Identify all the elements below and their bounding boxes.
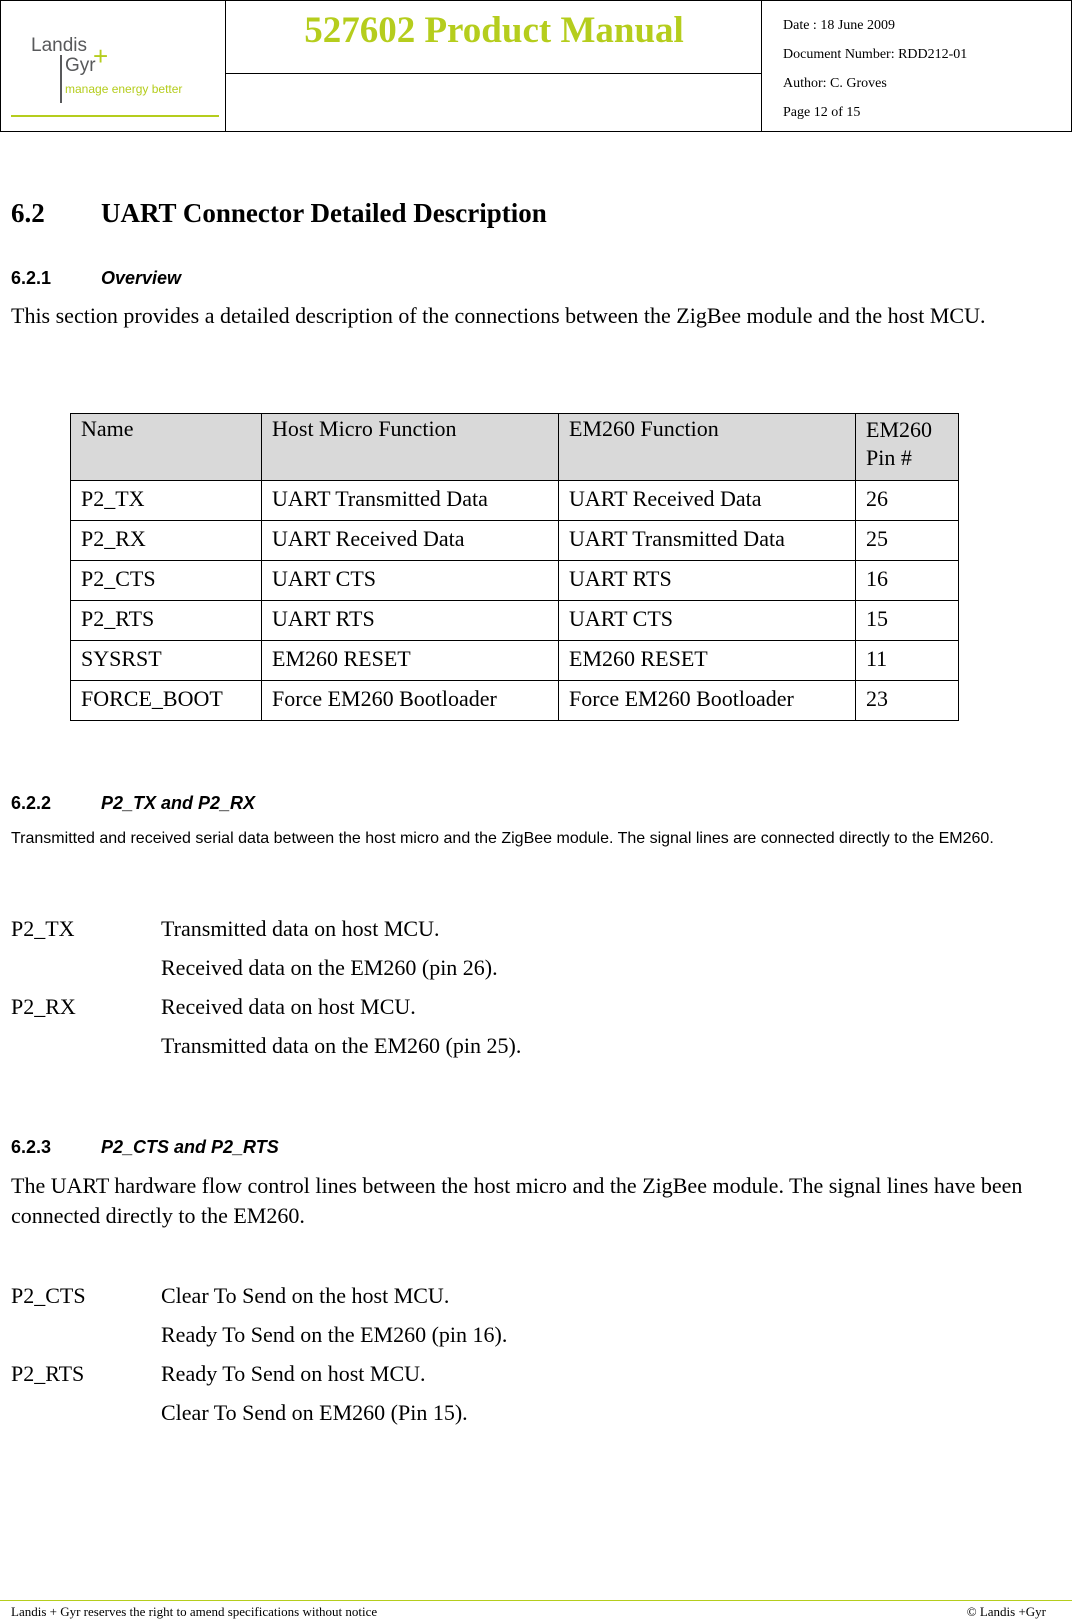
table-row: [71, 561, 959, 601]
table-cell: P2_CTS: [71, 561, 262, 601]
table-cell: 16: [856, 561, 959, 601]
txrx-heading: [11, 793, 255, 814]
company-logo: [9, 11, 219, 117]
table-cell: 26: [856, 481, 959, 521]
table-cell: UART Received Data: [262, 521, 559, 561]
overview-heading: [11, 268, 181, 289]
table-cell: EM260 RESET: [559, 641, 856, 681]
table-header-row: [71, 414, 959, 481]
page-number: Page 12 of 15: [783, 105, 861, 120]
section-number: 6.2: [11, 198, 45, 228]
table-cell: Force EM260 Bootloader: [559, 681, 856, 721]
table-cell: 15: [856, 601, 959, 641]
table-cell: P2_RTS: [71, 601, 262, 641]
definition-row: [11, 1317, 507, 1356]
table-header-pin: EM260 Pin #: [856, 414, 959, 481]
definition-desc: Clear To Send on EM260 (Pin 15).: [161, 1400, 468, 1425]
table-cell: SYSRST: [71, 641, 262, 681]
footer-copyright: © Landis +Gyr: [966, 1604, 1046, 1619]
overview-text: This section provides a detailed description of the connections between the ZigBee module and the host MCU.: [11, 303, 986, 328]
document-author: Author: C. Groves: [783, 76, 887, 91]
definition-row: [11, 911, 521, 950]
landis-gyr-logo-icon: [9, 11, 219, 111]
definition-desc: Transmitted data on host MCU.: [161, 916, 440, 941]
definition-row: [11, 1028, 521, 1067]
definition-desc: Received data on the EM260 (pin 26).: [161, 955, 498, 980]
definition-term: P2_RTS: [11, 1361, 85, 1386]
table-row: [71, 521, 959, 561]
table-row: [71, 641, 959, 681]
overview-number: 6.2.1: [11, 268, 52, 288]
ctsrts-heading: [11, 1137, 279, 1158]
document-meta: [783, 11, 967, 127]
definition-desc: Transmitted data on the EM260 (pin 25).: [161, 1033, 522, 1058]
document-number: Document Number: RDD212-01: [783, 47, 968, 62]
table-cell: 23: [856, 681, 959, 721]
pin-table: [70, 413, 959, 721]
definition-desc: Clear To Send on the host MCU.: [161, 1283, 450, 1308]
txrx-title: P2_TX and P2_RX: [101, 793, 256, 813]
table-cell: FORCE_BOOT: [71, 681, 262, 721]
definition-desc: Ready To Send on host MCU.: [161, 1361, 426, 1386]
table-cell: P2_TX: [71, 481, 262, 521]
table-header-name: Name: [71, 414, 262, 481]
table-row: [71, 681, 959, 721]
definition-desc: Ready To Send on the EM260 (pin 16).: [161, 1322, 508, 1347]
txrx-definitions: [11, 911, 521, 1067]
table-cell: UART CTS: [262, 561, 559, 601]
table-cell: EM260 RESET: [262, 641, 559, 681]
table-row: [71, 601, 959, 641]
table-cell: UART CTS: [559, 601, 856, 641]
ctsrts-text: The UART hardware flow control lines between the host micro and the ZigBee module. The signal lines have been connected directly to the EM260.: [11, 1173, 1023, 1228]
svg-text:Gyr: Gyr: [65, 55, 96, 76]
table-cell: 25: [856, 521, 959, 561]
txrx-number: 6.2.2: [11, 793, 52, 813]
svg-text:Landis: Landis: [31, 35, 87, 56]
document-date: Date : 18 June 2009: [783, 18, 895, 33]
svg-text:manage energy better: manage energy better: [65, 82, 183, 96]
definition-row: [11, 1278, 507, 1317]
ctsrts-definitions: [11, 1278, 507, 1434]
table-cell: UART Transmitted Data: [262, 481, 559, 521]
section-title: UART Connector Detailed Description: [101, 198, 547, 228]
footer-disclaimer: Landis + Gyr reserves the right to amend specifications without notice: [11, 1604, 378, 1619]
definition-term: P2_CTS: [11, 1283, 86, 1308]
definition-desc: Received data on host MCU.: [161, 994, 416, 1019]
table-header-host-function: Host Micro Function: [262, 414, 559, 481]
definition-row: [11, 1356, 507, 1395]
table-cell: Force EM260 Bootloader: [262, 681, 559, 721]
table-cell: 11: [856, 641, 959, 681]
svg-text:+: +: [93, 41, 109, 71]
document-header: [0, 0, 1072, 132]
ctsrts-number: 6.2.3: [11, 1137, 52, 1157]
definition-term: P2_TX: [11, 916, 75, 941]
table-cell: UART RTS: [262, 601, 559, 641]
table-cell: UART Transmitted Data: [559, 521, 856, 561]
table-cell: UART RTS: [559, 561, 856, 601]
txrx-text: Transmitted and received serial data between the host micro and the ZigBee module. The signal lines are connected directly to the EM260.: [11, 830, 994, 847]
definition-row: [11, 989, 521, 1028]
overview-title: Overview: [101, 268, 182, 288]
section-heading: [11, 198, 547, 229]
definition-row: [11, 950, 521, 989]
footer-divider: [0, 1600, 1072, 1601]
table-cell: P2_RX: [71, 521, 262, 561]
ctsrts-title: P2_CTS and P2_RTS: [101, 1137, 279, 1157]
table-header-em260-function: EM260 Function: [559, 414, 856, 481]
definition-term: P2_RX: [11, 994, 76, 1019]
table-cell: UART Received Data: [559, 481, 856, 521]
document-title: 527602 Product Manual: [304, 10, 684, 51]
definition-row: [11, 1395, 507, 1434]
table-row: [71, 481, 959, 521]
